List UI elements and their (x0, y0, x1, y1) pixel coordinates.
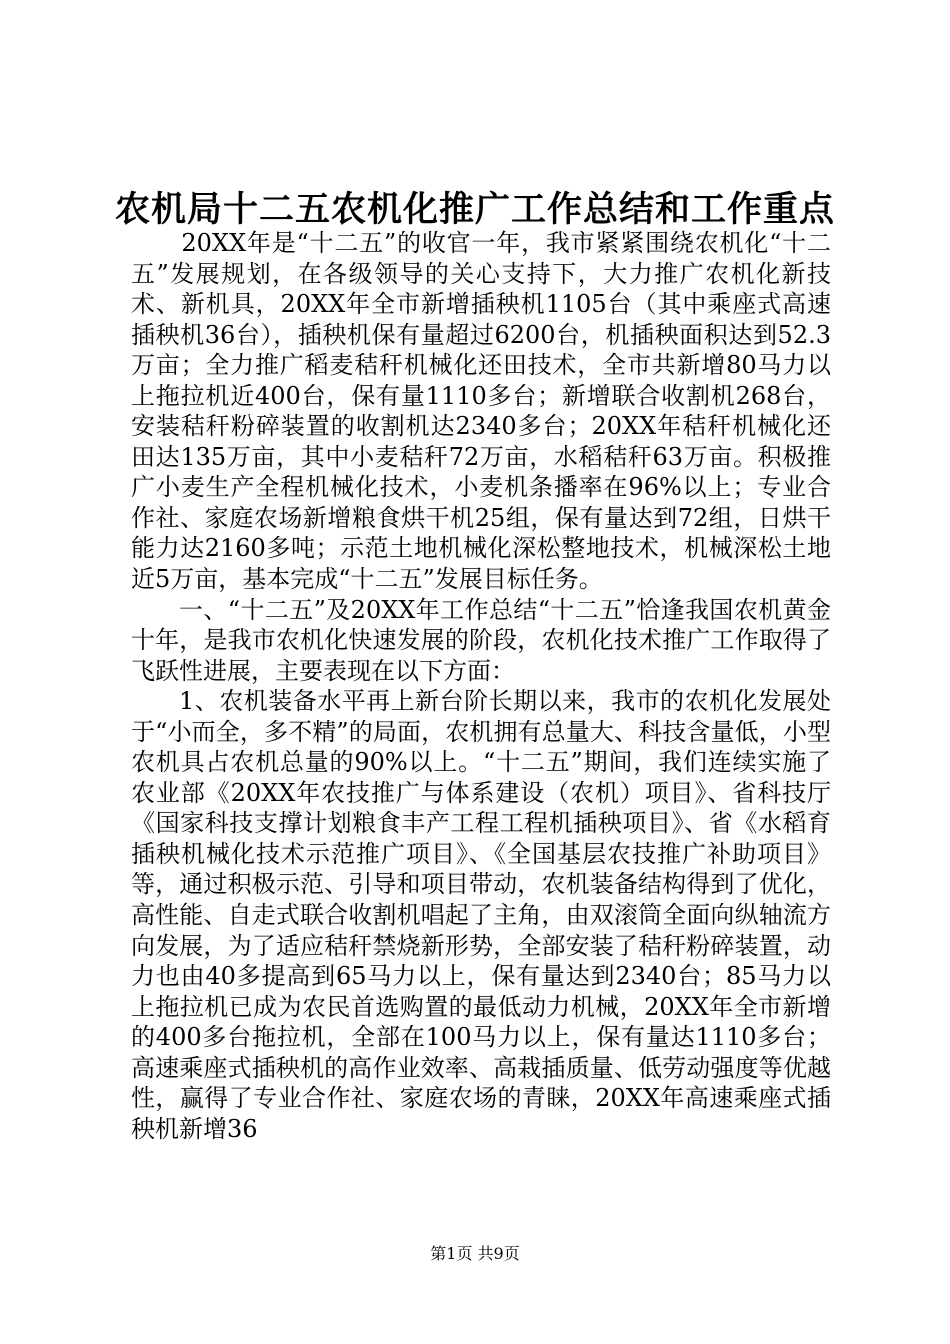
document-title: 农机局十二五农机化推广工作总结和工作重点 (114, 189, 835, 230)
document-body (131, 228, 831, 1144)
paragraph-item-one: 1、农机装备水平再上新台阶长期以来，我市的农机化发展处于“小而全，多不精”的局面，农机拥有总量大、科技含量低，小型农机具占农机总量的90%以上。“十二五”期间，我们连续实施了农业部《20XX年农技推广与体系建设（农机）项目》、省科技厅《国家科技支撑计划粮食丰产工程工程机插秧项目》、省《水稻育插秧机械化技术示范推广项目》、《全国基层农技推广补助项目》等，通过积极示范、引导和项目带动，农机装备结构得到了优化，高性能、自走式联合收割机唱起了主角，由双滚筒全面向纵轴流方向发展，为了适应秸秆禁烧新形势，全部安装了秸秆粉碎装置，动力也由40多提高到65马力以上，保有量达到2340台；85马力以上拖拉机已成为农民首选购置的最低动力机械，20XX年全市新增的400多台拖拉机，全部在100马力以上，保有量达1110多台；高速乘座式插秧机的高作业效率、高栽插质量、低劳动强度等优越性，赢得了专业合作社、家庭农场的青睐，20XX年高速乘座式插秧机新增36 (131, 687, 831, 1143)
paragraph-summary: 20XX年是“十二五”的收官一年，我市紧紧围绕农机化“十二五”发展规划，在各级领导的关心支持下，大力推广农机化新技术、新机具，20XX年全市新增插秧机1105台（其中乘座式高速插秧机36台），插秧机保有量超过6200台，机插秧面积达到52.3万亩；全力推广稻麦秸秆机械化还田技术，全市共新增80马力以上拖拉机近400台，保有量1110多台；新增联合收割机268台，安装秸秆粉碎装置的收割机达2340多台；20XX年秸秆机械化还田达135万亩，其中小麦秸秆72万亩，水稻秸秆63万亩。积极推广小麦生产全程机械化技术，小麦机条播率在96%以上；专业合作社、家庭农场新增粮食烘干机25组，保有量达到72组，日烘干能力达2160多吨；示范土地机械化深松整地技术，机械深松土地近5万亩，基本完成“十二五”发展目标任务。 (131, 229, 831, 594)
paragraph-section-one: 一、“十二五”及20XX年工作总结“十二五”恰逢我国农机黄金十年，是我市农机化快速发展的阶段，农机化技术推广工作取得了飞跃性进展，主要表现在以下方面： (131, 595, 831, 685)
page-number: 第1页 共9页 (430, 1244, 520, 1263)
